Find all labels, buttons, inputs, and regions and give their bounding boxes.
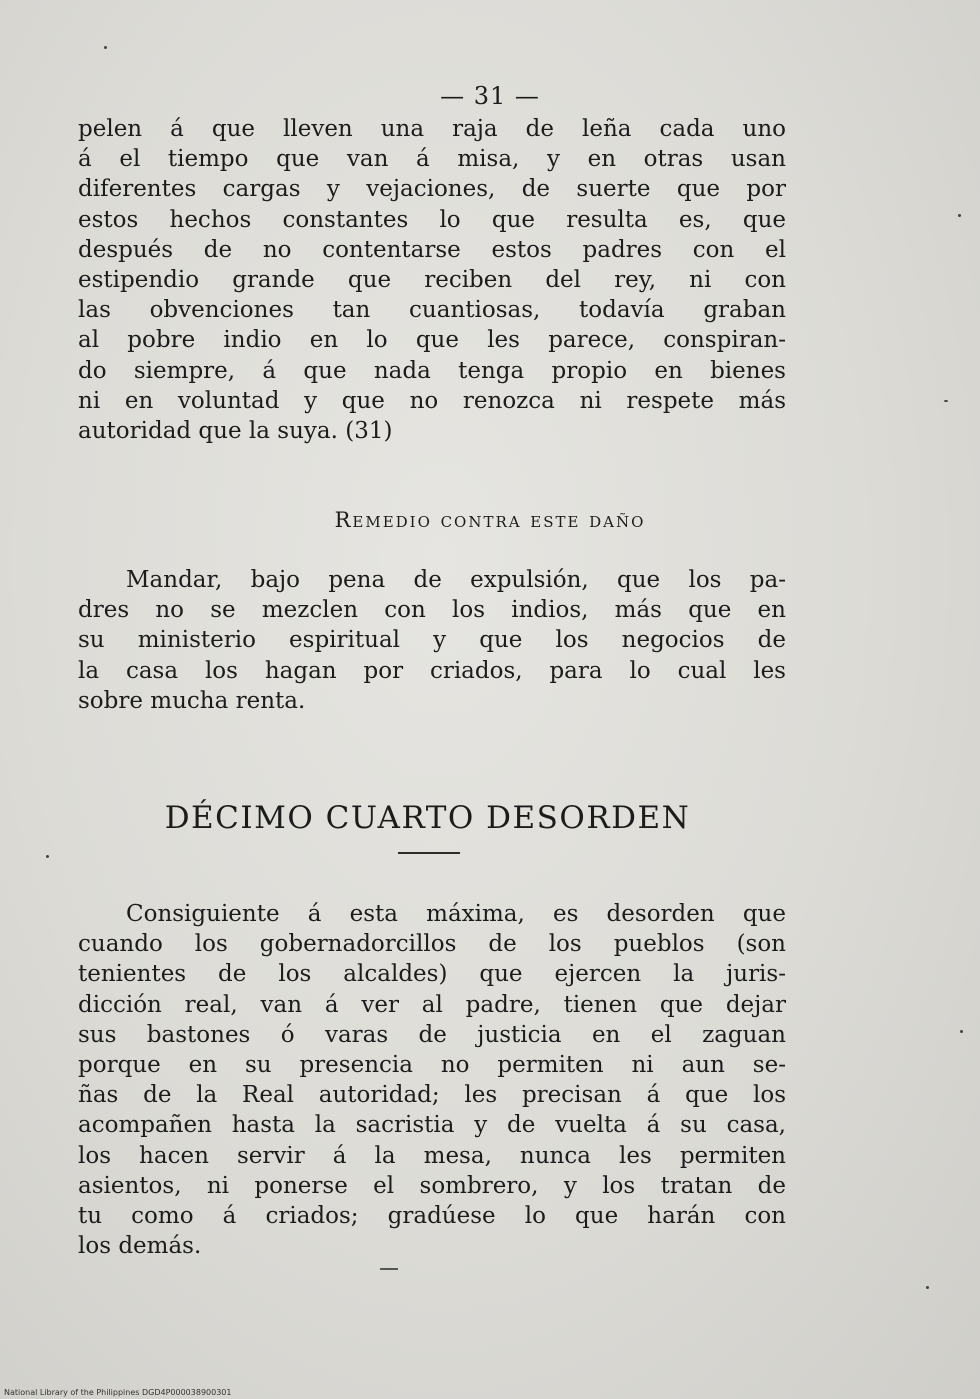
- text-line: asientos, ni ponerse el sombrero, y los tratan de: [78, 1172, 786, 1199]
- scan-speck: [958, 214, 961, 217]
- text-line: estos hechos constantes lo que resulta es, que: [78, 206, 786, 233]
- archive-footer: National Library of the Philippines DGD4P000038900301: [4, 1388, 232, 1397]
- text-line: los demás.: [78, 1233, 202, 1260]
- text-line: pelen á que lleven una raja de leña cada uno: [78, 116, 786, 142]
- heading-divider: [398, 852, 460, 854]
- text-line: porque en su presencia no permiten ni aun se-: [78, 1052, 786, 1079]
- text-line: á el tiempo que van á misa, y en otras usan: [78, 146, 786, 173]
- text-line: tu como á criados; gradúese lo que harán con: [78, 1203, 786, 1230]
- text-line: autoridad que la suya. (31): [78, 418, 393, 445]
- paragraph-3: [78, 899, 786, 1261]
- text-line: al pobre indio en lo que les parece, conspiran-: [78, 327, 786, 354]
- scan-speck: [944, 400, 948, 402]
- text-line: la casa los hagan por criados, para lo cual les: [78, 657, 786, 684]
- text-line: estipendio grande que reciben del rey, ni con: [78, 267, 786, 294]
- text-line: su ministerio espiritual y que los negocios de: [78, 627, 786, 654]
- section-heading: DÉCIMO CUARTO DESORDEN: [164, 800, 691, 836]
- text-line: las obvenciones tan cuantiosas, todavía graban: [78, 297, 786, 324]
- paragraph-2: [78, 565, 786, 716]
- text-line: dres no se mezclen con los indios, más que en: [78, 597, 786, 624]
- scan-speck: [46, 855, 49, 858]
- text-line: tenientes de los alcaldes) que ejercen la juris-: [78, 961, 786, 988]
- text-line: sus bastones ó varas de justicia en el zaguan: [78, 1021, 786, 1048]
- text-line: Mandar, bajo pena de expulsión, que los pa-: [126, 567, 786, 593]
- bottom-dash: [380, 1268, 398, 1270]
- text-line: acompañen hasta la sacristia y de vuelta á su casa,: [78, 1112, 786, 1139]
- text-line: sobre mucha renta.: [78, 687, 306, 714]
- text-line: do siempre, á que nada tenga propio en bienes: [78, 357, 786, 384]
- text-line: ni en voluntad y que no renozca ni respete más: [78, 387, 786, 414]
- scan-speck: [960, 1030, 963, 1033]
- remedy-heading: Remedio contra este daño: [334, 508, 646, 532]
- text-line: cuando los gobernadorcillos de los pueblos (son: [78, 931, 786, 958]
- text-line: dicción real, van á ver al padre, tienen que dejar: [78, 991, 786, 1018]
- text-line: después de no contentarse estos padres con el: [78, 236, 786, 263]
- scan-speck: [104, 46, 107, 49]
- paragraph-1: [78, 114, 786, 446]
- text-line: ñas de la Real autoridad; les precisan á que los: [78, 1082, 786, 1109]
- scan-speck: [926, 1286, 929, 1289]
- text-line: los hacen servir á la mesa, nunca les permiten: [78, 1142, 786, 1169]
- page-number: — 31 —: [440, 82, 540, 110]
- text-line: diferentes cargas y vejaciones, de suerte que por: [78, 176, 786, 203]
- text-line: Consiguiente á esta máxima, es desorden que: [126, 901, 786, 927]
